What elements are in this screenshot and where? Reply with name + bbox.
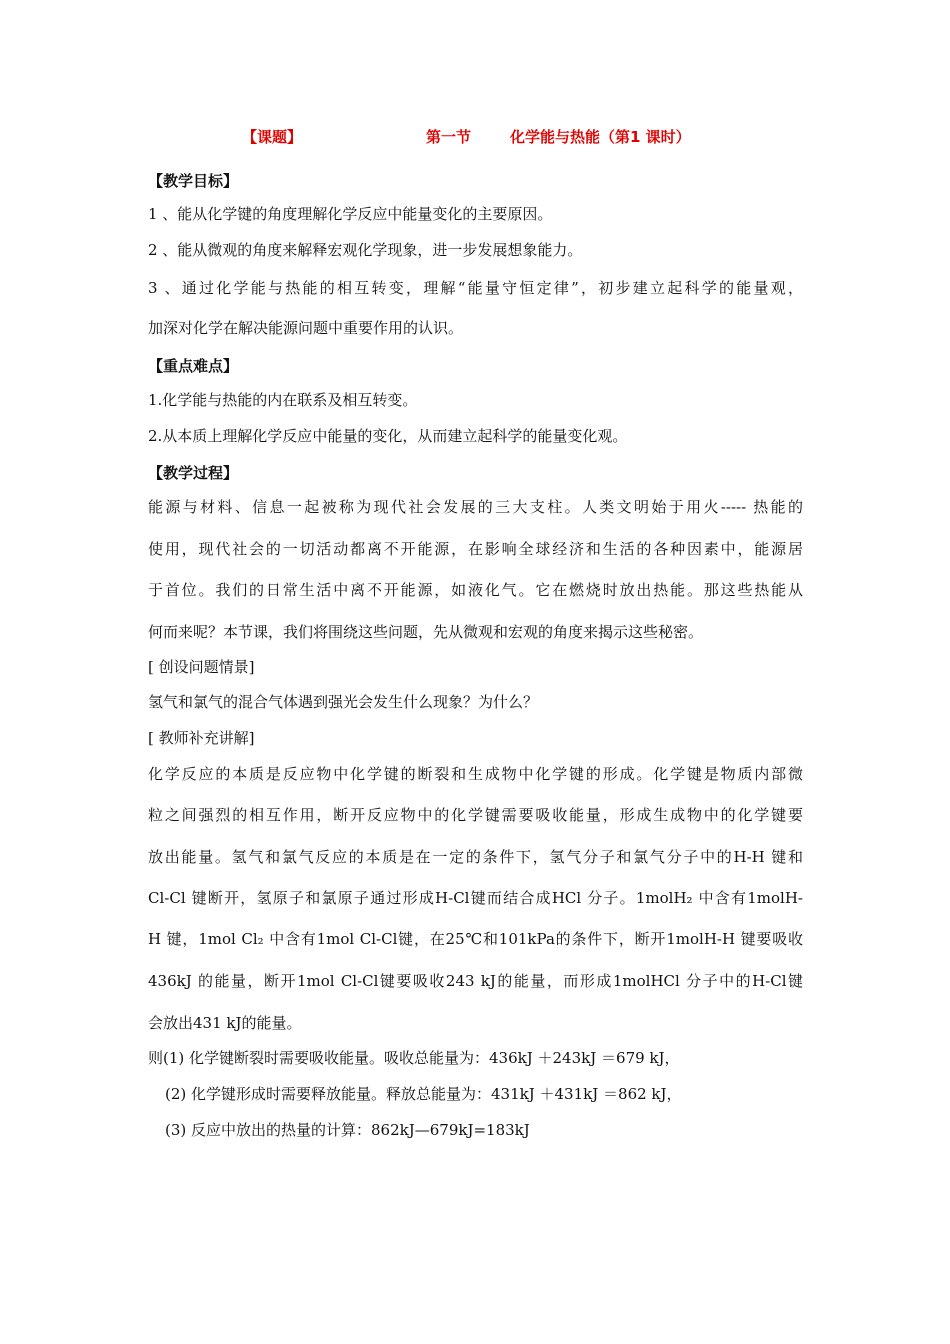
- lesson-title: [0, 126, 950, 150]
- objectives-heading: 【教学目标】: [148, 172, 239, 190]
- objective-item: 加深对化学在解决能源问题中重要作用的认识。: [148, 319, 464, 337]
- explain-line: Cl-Cl 键断开，氢原子和氯原子通过形成H-Cl键而结合成HCl 分子。1molH₂ 中含有1molH-: [148, 889, 803, 907]
- calc-line: (3) 反应中放出的热量的计算：862kJ—679kJ=183kJ: [165, 1121, 530, 1139]
- question-text: 氢气和氯气的混合气体遇到强光会发生什么现象？为什么？: [148, 693, 539, 711]
- process-heading: 【教学过程】: [148, 464, 239, 482]
- title-label: 【课题】: [242, 128, 303, 146]
- keypoints-heading: 【重点难点】: [148, 357, 239, 375]
- objective-item: 1 、能从化学键的角度理解化学反应中能量变化的主要原因。: [148, 205, 553, 223]
- intro-line: 于首位。我们的日常生活中离不开能源，如液化气。它在燃烧时放出热能。那这些热能从: [148, 581, 803, 599]
- objective-item: 3 、通过化学能与热能的相互转变，理解“能量守恒定律”，初步建立起科学的能量观，: [148, 279, 803, 297]
- explain-line: 放出能量。氢气和氯气反应的本质是在一定的条件下，氢气分子和氯气分子中的H-H 键和: [148, 848, 803, 866]
- explain-line: H 键，1mol Cl₂ 中含有1mol Cl-Cl键，在25℃和101kPa的条件下，断开1molH-H 键要吸收: [148, 930, 803, 948]
- intro-line: 何而来呢？本节课，我们将围绕这些问题，先从微观和宏观的角度来揭示这些秘密。: [148, 623, 704, 641]
- explain-line: 化学反应的本质是反应物中化学键的断裂和生成物中化学键的形成。化学键是物质内部微: [148, 765, 803, 783]
- keypoint-item: 2.从本质上理解化学反应中能量的变化，从而建立起科学的能量变化观。: [148, 427, 628, 445]
- teacher-label: [ 教师补充讲解]: [148, 729, 255, 747]
- title-section: 第一节: [426, 128, 472, 146]
- calc-line: (2) 化学键形成时需要释放能量。释放总能量为：431kJ ＋431kJ ＝862 kJ，: [165, 1085, 682, 1103]
- intro-line: 能源与材料、信息一起被称为现代社会发展的三大支柱。人类文明始于用火----- 热能的: [148, 498, 803, 516]
- title-name: 化学能与热能（第1 课时）: [510, 128, 691, 146]
- explain-line: 粒之间强烈的相互作用，断开反应物中的化学键需要吸收能量，形成生成物中的化学键要: [148, 806, 803, 824]
- scene-label: [ 创设问题情景]: [148, 658, 255, 676]
- objective-item: 2 、能从微观的角度来解释宏观化学现象，进一步发展想象能力。: [148, 241, 583, 259]
- intro-line: 使用，现代社会的一切活动都离不开能源，在影响全球经济和生活的各种因素中，能源居: [148, 540, 803, 558]
- explain-line: 436kJ 的能量，断开1mol Cl-Cl键要吸收243 kJ的能量，而形成1molHCl 分子中的H-Cl键: [148, 972, 803, 990]
- keypoint-item: 1.化学能与热能的内在联系及相互转变。: [148, 391, 418, 409]
- explain-line: 会放出431 kJ的能量。: [148, 1014, 302, 1032]
- calc-line: 则(1) 化学键断裂时需要吸收能量。吸收总能量为：436kJ ＋243kJ ＝679 kJ，: [148, 1049, 680, 1067]
